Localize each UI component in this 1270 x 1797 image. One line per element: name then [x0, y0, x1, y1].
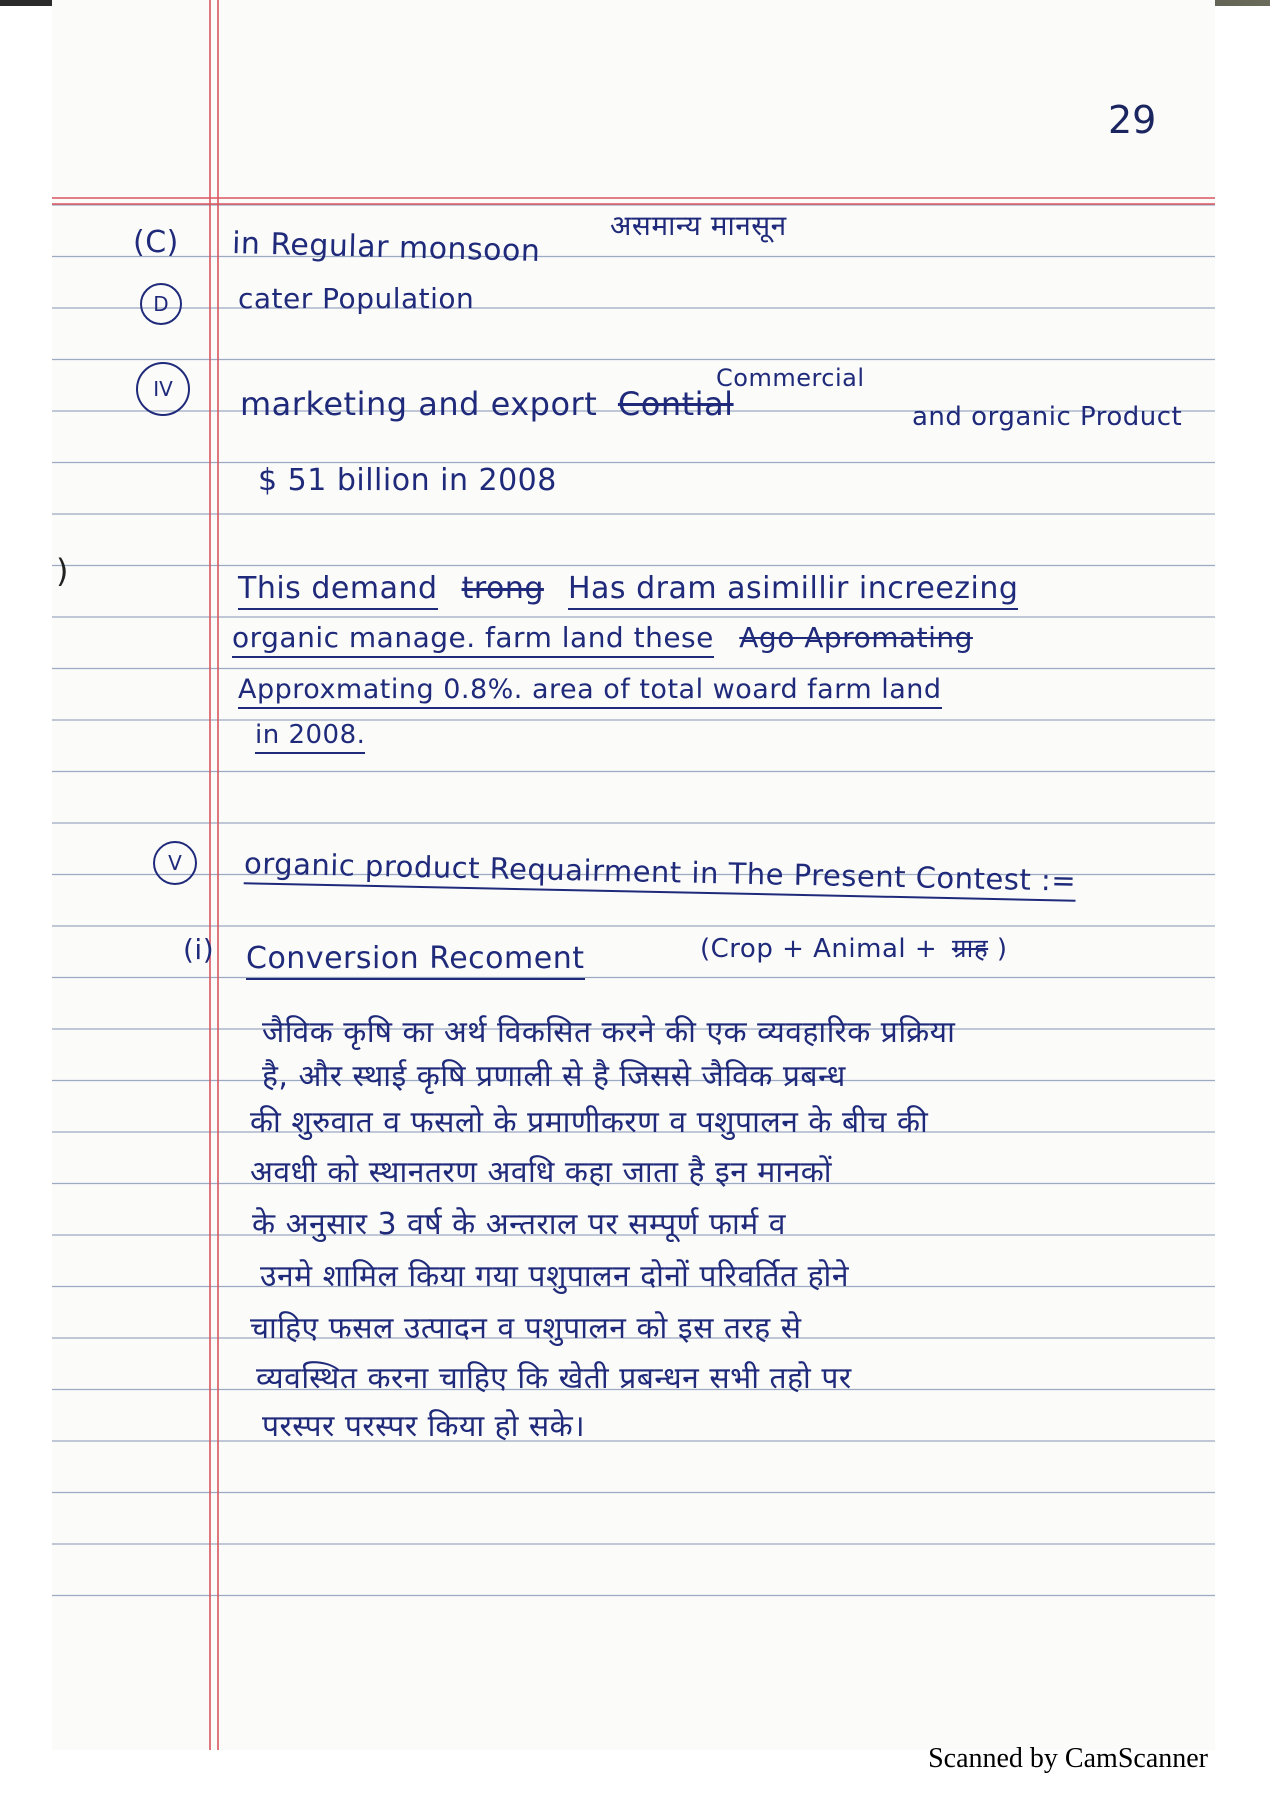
- subsection-i-paren-close: ): [996, 934, 1008, 964]
- item-d-text: cater Population: [238, 282, 475, 315]
- paragraph-1-line-2-struck: Ago Apromating: [739, 621, 973, 654]
- hindi-line-9: परस्पर परस्पर किया हो सके।: [262, 1409, 586, 1444]
- section-iv-text-a: marketing and export: [240, 385, 598, 423]
- paragraph-1-line-2: [232, 621, 973, 654]
- hindi-line-5: के अनुसार 3 वर्ष के अन्तराल पर सम्पूर्ण फार्म व: [252, 1207, 786, 1242]
- hindi-line-7: चाहिए फसल उत्पादन व पशुपालन को इस तरह से: [250, 1311, 802, 1346]
- hindi-line-6: उनमे शामिल किया गया पशुपालन दोनों परिवर्तित होने: [260, 1259, 849, 1294]
- subsection-i-paren-text: (Crop + Animal +: [700, 934, 938, 964]
- section-iv-marker: IV: [136, 362, 190, 416]
- section-iv-text-b: and organic Product: [912, 402, 1183, 432]
- item-c-marker: (C): [133, 225, 179, 260]
- subsection-i-heading-text: Conversion Recoment: [246, 941, 585, 980]
- section-v-marker: V: [153, 841, 197, 885]
- hindi-line-4: अवधी को स्थानतरण अवधि कहा जाता है इन मानकों: [250, 1155, 833, 1190]
- hindi-line-1: जैविक कृषि का अर्थ विकसित करने की एक व्यवहारिक प्रक्रिया: [262, 1015, 956, 1050]
- hindi-line-2: है, और स्थाई कृषि प्रणाली से है जिससे जैविक प्रबन्ध: [262, 1059, 846, 1094]
- margin-mark: ): [56, 552, 69, 590]
- subsection-i-heading: [246, 941, 585, 976]
- paragraph-1-line-1: [238, 571, 1019, 606]
- section-iv-insertion: Commercial: [716, 364, 865, 392]
- hindi-line-3: की शुरुवात व फसलो के प्रमाणीकरण व पशुपालन के बीच की: [250, 1105, 929, 1140]
- item-d-marker: D: [140, 283, 182, 325]
- hindi-line-8: व्यवस्थित करना चाहिए कि खेती प्रबन्धन सभी तहो पर: [256, 1361, 852, 1396]
- page-number: 29: [1108, 98, 1157, 142]
- paragraph-1-struck-word: trong: [461, 571, 544, 606]
- section-v-heading-text: organic product Requairment in The Present Contest :=: [244, 846, 1077, 901]
- item-c-hindi-annotation: असमान्य मानसून: [610, 209, 787, 242]
- paragraph-1-line-3-text: Approxmating 0.8%. area of total woard farm land: [238, 674, 942, 709]
- item-c-text: in Regular monsoon: [231, 225, 541, 270]
- paragraph-1-line-1-text: This demand: [238, 571, 438, 610]
- section-iv-value: $ 51 billion in 2008: [258, 463, 557, 498]
- subsection-i-marker: (i): [183, 933, 215, 966]
- paragraph-1-line-2-text: organic manage. farm land these: [232, 621, 714, 658]
- paragraph-1-line-3: [238, 676, 942, 703]
- section-iv-text: [240, 385, 734, 423]
- paragraph-1-line-1-text-b: Has dram asimillir increezing: [568, 571, 1018, 610]
- subsection-i-paren: [700, 936, 1008, 962]
- paragraph-1-line-4: [255, 722, 365, 748]
- subsection-i-paren-struck: ग्राह: [951, 934, 989, 964]
- paragraph-1-line-4-text: in 2008.: [255, 720, 365, 754]
- scanner-watermark: Scanned by CamScanner: [928, 1743, 1208, 1774]
- section-iv-struck-word: Contial: [617, 385, 734, 423]
